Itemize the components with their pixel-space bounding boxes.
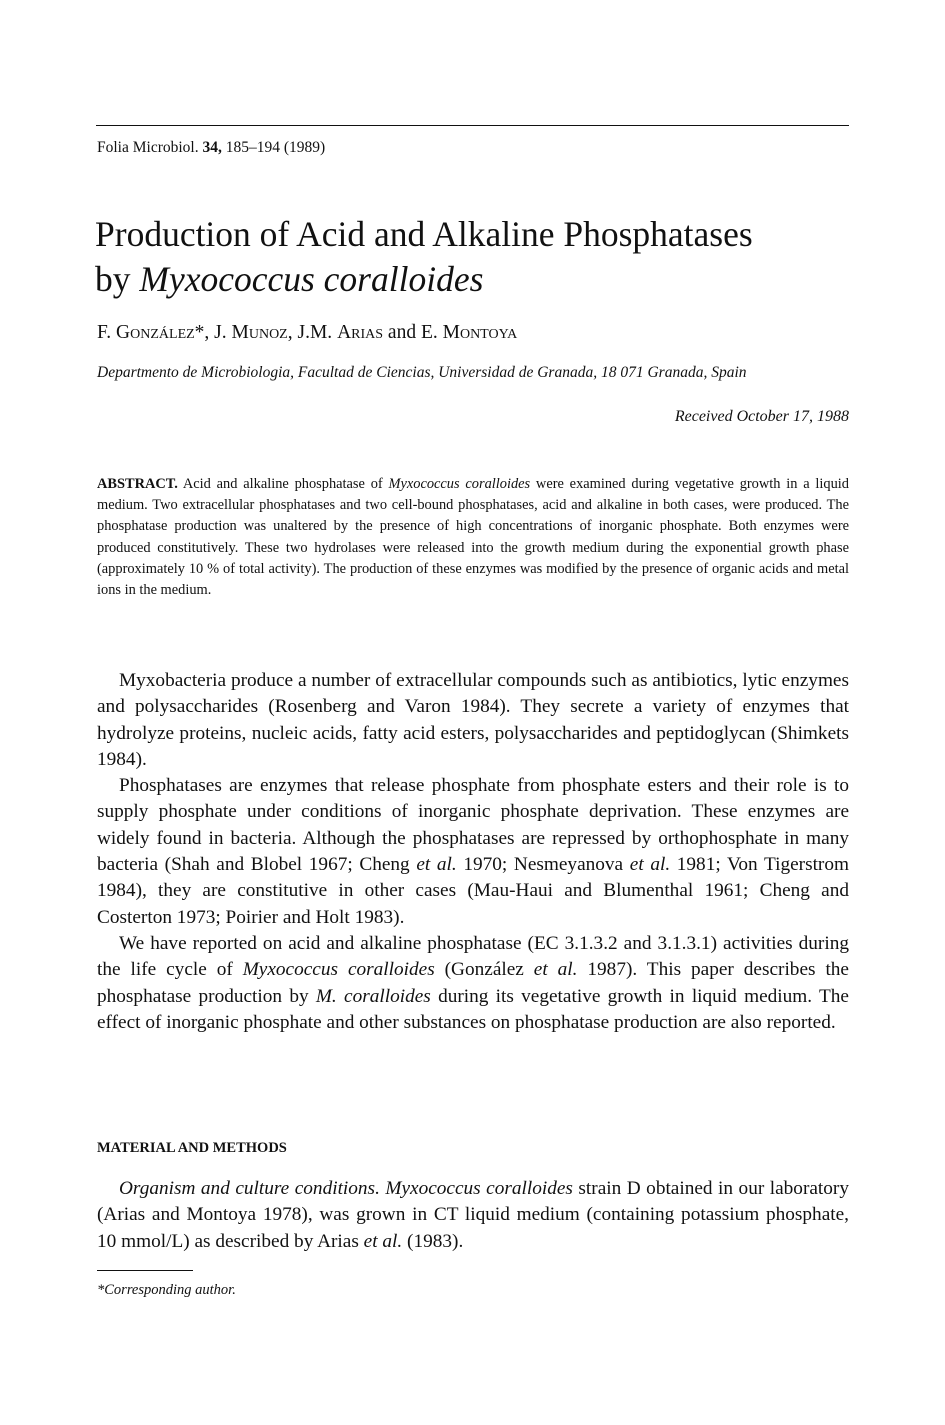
abstract-species: Myxococcus coralloides (388, 476, 531, 492)
abstract (97, 474, 849, 601)
header-rule (96, 125, 849, 126)
introduction (97, 668, 849, 1036)
abstract-text-2: were examined during vegetative growth in a liquid medium. Two extracellular phosphatases and two cell-bound phosphatases, acid and alkaline in both cases, were produced. The phosphatase production was unaltered by the presence of high concentrations of inorganic phosphate. Both enzymes were produced constitutively. These two hydrolases were released into the growth medium during the exponential growth phase (approximately 10 % of total activity). The production of these enzymes was modified by the presence of organic acids and metal ions in the medium. (97, 476, 849, 599)
footnote-rule (97, 1270, 193, 1271)
intro-paragraph-3 (97, 931, 849, 1036)
abstract-text-1: Acid and alkaline phosphatase of (177, 476, 389, 492)
author-1-name: González (116, 322, 195, 343)
author-1-initial: F. (97, 322, 117, 343)
p2-text-c: 1981; Von Tigerstrom 1984), they are constitutive in other cases (Mau-Haui and Blumenthal 1961; Cheng and Costerton 1973; Poirier and Holt 1983). (97, 854, 849, 928)
p2-text-b: 1970; Nesmeyanova (456, 854, 630, 876)
author-4-name: Montoya (442, 322, 518, 343)
p3-text-b: (González (434, 959, 534, 981)
p3-species-2: M. coralloides (315, 985, 431, 1007)
p3-text-a: We have reported on acid and alkaline phosphatase (EC 3.1.3.2 and 3.1.3.1) activities during the life cycle of (97, 932, 849, 981)
title-species: Myxococcus coralloides (139, 259, 484, 299)
p2-etal-1: et al. (416, 854, 457, 876)
p3-etal: et al. (533, 959, 578, 981)
author-conjunction: and (383, 322, 421, 343)
methods-subheading: Organism and culture conditions. (119, 1178, 380, 1199)
p3-text-c: 1987). This paper describes the phosphatase production by (97, 959, 849, 1007)
p3-species: Myxococcus coralloides (242, 959, 435, 981)
intro-paragraph-2 (97, 773, 849, 931)
methods-etal: et al. (363, 1230, 403, 1252)
p2-text-a: Phosphatases are enzymes that release phosphate from phosphate esters and their role is to supply phosphate under conditions of inorganic phosphate deprivation. These enzymes are widely found in bacteria. Although the phosphatases are repressed by orthophosphate in many bacteria (Shah and Blobel 1967; Cheng (97, 775, 849, 876)
title-line-2-prefix: by (95, 259, 140, 299)
methods-paragraph (97, 1176, 849, 1255)
methods-species: Myxococcus coralloides (379, 1178, 573, 1199)
corresponding-mark: *, (194, 322, 215, 343)
title-line-1: Production of Acid and Alkaline Phosphatases (95, 214, 753, 254)
journal-pages-year: 185–194 (1989) (225, 139, 326, 156)
journal-citation (97, 139, 325, 157)
methods-text-b: (1983). (402, 1230, 464, 1252)
author-3-name: Arias (337, 322, 384, 343)
intro-paragraph-1: Myxobacteria produce a number of extracellular compounds such as antibiotics, lytic enzymes and polysaccharides (Rosenberg and Varon 1984). They secrete a variety of enzymes that hydrolyze proteins, nucleic acids, fatty acid esters, polysaccharides and peptidoglycan (Shimkets 1984). (97, 670, 849, 770)
author-2-initial: J. (214, 322, 232, 343)
journal-volume: 34, (202, 139, 222, 156)
author-3-initial: , J.M. (287, 322, 338, 343)
abstract-label: ABSTRACT. (97, 476, 178, 492)
author-4-initial: E. (420, 322, 443, 343)
author-list (97, 322, 517, 344)
author-2-name: Munoz (231, 322, 288, 343)
methods-text-a: strain D obtained in our laboratory (Arias and Montoya 1978), was grown in CT liquid medium (containing potassium phosphate, 10 mmol/L) as described by Arias (97, 1178, 849, 1252)
article-title (95, 212, 855, 302)
journal-name: Folia Microbiol. (97, 139, 199, 156)
received-date: Received October 17, 1988 (674, 408, 849, 425)
p2-etal-2: et al. (629, 854, 671, 876)
p3-text-d: during its vegetative growth in liquid medium. The effect of inorganic phosphate and other substances on phosphatase production are also reported. (97, 985, 849, 1033)
methods-heading: MATERIAL AND METHODS (97, 1140, 287, 1156)
affiliation: Departmento de Microbiologia, Facultad de Ciencias, Universidad de Granada, 18 071 Granada, Spain (97, 364, 747, 381)
footnote: *Corresponding author. (97, 1282, 236, 1298)
